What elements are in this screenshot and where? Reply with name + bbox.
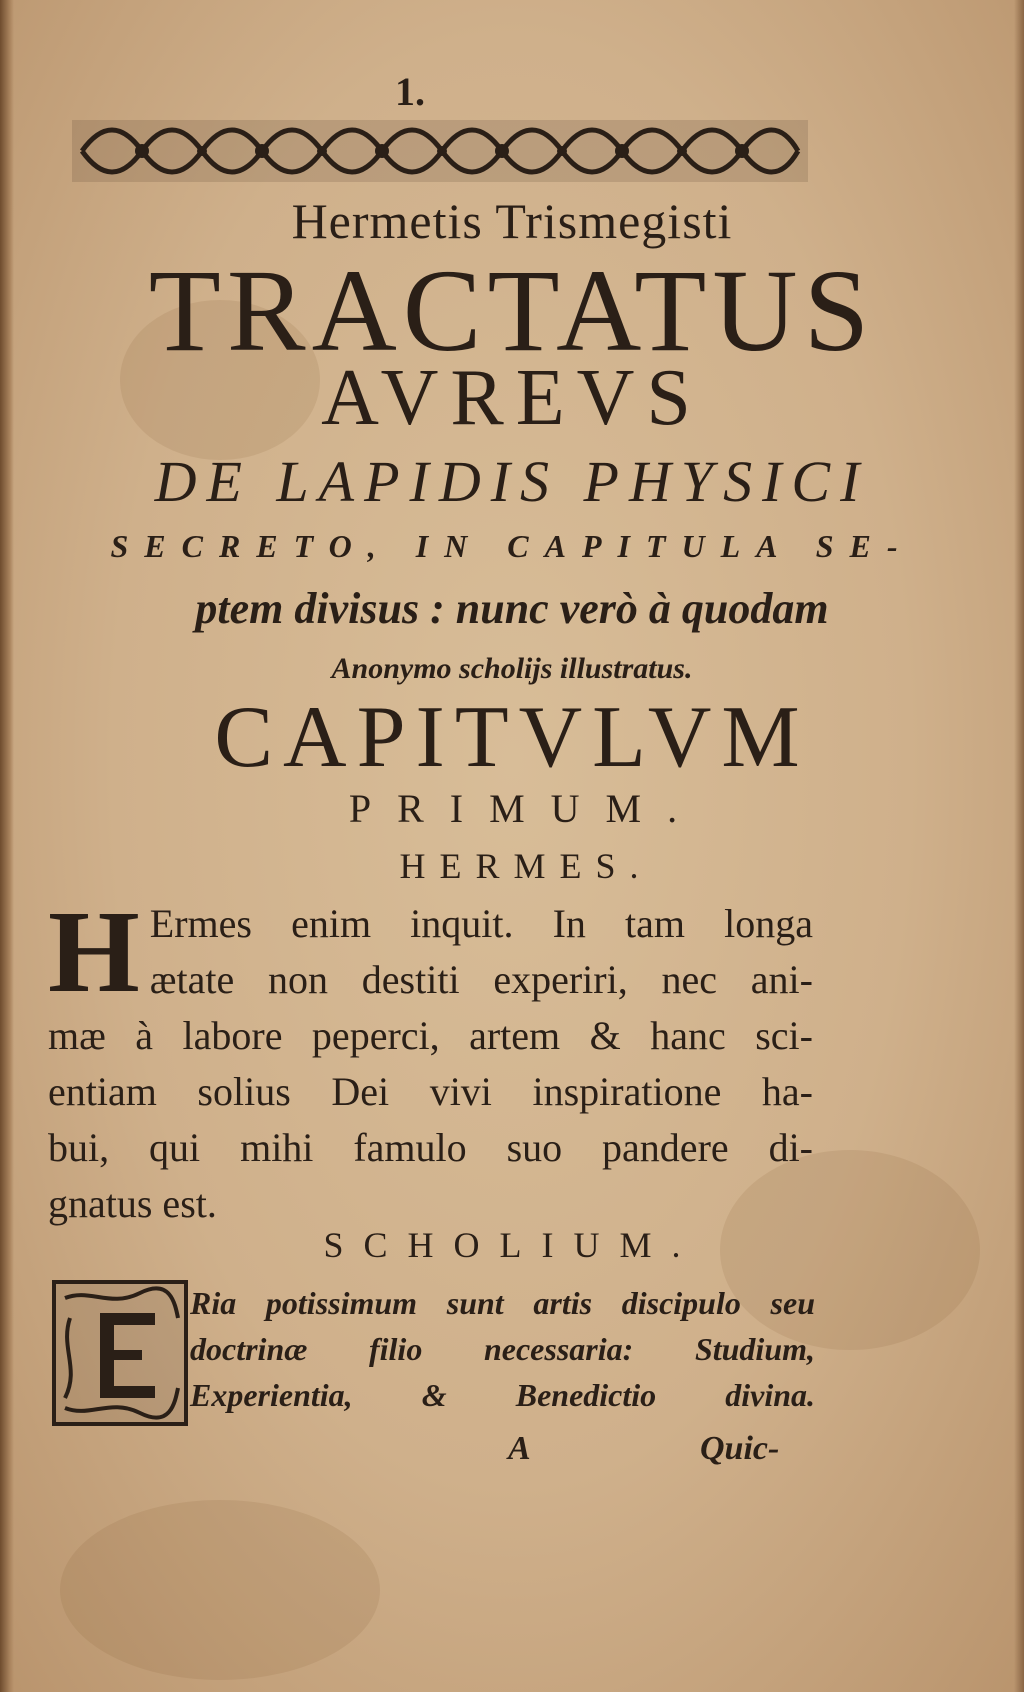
scholium-line: Experientia, & Benedictio divina.: [190, 1377, 815, 1413]
title-fifth: ptem divisus : nunc verò à quodam: [195, 584, 829, 633]
body-line: gnatus est.: [48, 1181, 217, 1226]
scholium-text: [190, 1280, 815, 1418]
title-sixth: Anonymo scholijs illustratus.: [331, 652, 693, 685]
title-second: AVREVS: [321, 354, 703, 442]
title-main: TRACTATUS: [148, 245, 876, 376]
catchword: Quic-: [700, 1430, 780, 1467]
chapter-heading: CAPITVLVM: [214, 689, 810, 786]
signature-mark: A: [508, 1430, 531, 1467]
title-third: DE LAPIDIS PHYSICI: [154, 449, 870, 514]
body-line: mæ à labore peperci, artem & hanc sci-: [48, 1013, 813, 1058]
chapter-number: PRIMUM.: [348, 786, 704, 831]
title-author: Hermetis Trismegisti: [291, 193, 733, 249]
scholium-line: Ria potissimum sunt artis discipulo seu: [190, 1285, 815, 1321]
body-text: [48, 886, 813, 1232]
body-line: bui, qui mihi famulo suo pandere di-: [48, 1125, 813, 1170]
page-number: 1.: [395, 69, 425, 114]
body-line: Ermes enim inquit. In tam longa: [149, 901, 813, 946]
body-line: ætate non destiti experiri, nec ani-: [149, 957, 813, 1002]
body-line: entiam solius Dei vivi inspiratione ha-: [48, 1069, 813, 1114]
title-fourth: SECRETO, IN CAPITULA SE-: [110, 528, 914, 564]
speaker-heading: HERMES.: [399, 846, 653, 886]
scholium-line: doctrinæ filio necessaria: Studium,: [190, 1331, 815, 1367]
scholium-heading: SCHOLIUM.: [323, 1225, 701, 1265]
paper-stain: [60, 1500, 380, 1680]
drop-cap: H: [48, 886, 140, 1017]
decorated-initial-icon: [50, 1278, 190, 1428]
ornamental-headband: [72, 118, 808, 184]
